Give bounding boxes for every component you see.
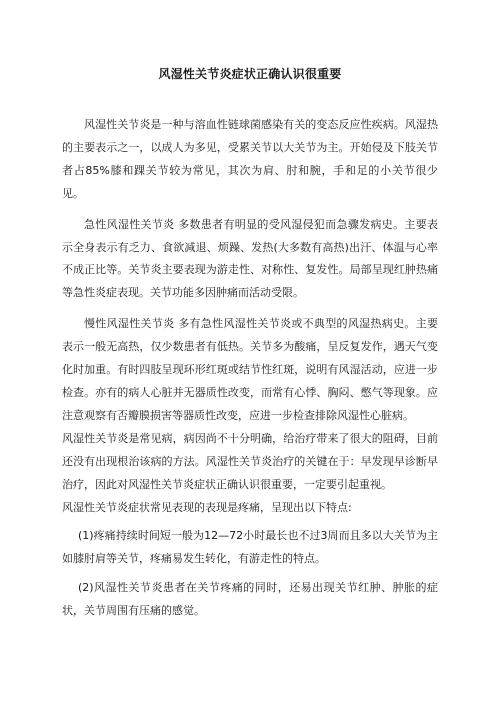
paragraph-symptoms-lead: 风湿性关节炎症状常见表现的表现是疼痛，呈现出以下特点: xyxy=(62,500,352,514)
list-item-swelling: (2)风湿性关节炎患者在关节疼痛的同时，还易出现关节红肿、肿胀的症状，关节周围有压痛的感觉。 xyxy=(62,581,438,618)
paragraph-acute: 急性风湿性关节炎 多数患者有明显的受风湿侵犯而急骤发病史。主要表示全身表示有乏力、食欲减退、烦躁、发热(大多数有高热)出汗、体温与心率不成正比等。关节炎主要表现为游走性、对称性、复发性。局部呈现红肿热痛等急性炎症表现。关节功能多因肿痛而活动受限。 xyxy=(62,217,438,300)
list-item-pain-duration: (1)疼痛持续时间短一般为12—72小时最长也不过3周而且多以大关节为主如膝肘肩等关节，疼痛易发生转化，有游走性的特点。 xyxy=(62,529,438,566)
document-body xyxy=(62,114,438,623)
document-title: 风湿性关节炎症状正确认识很重要 xyxy=(158,67,342,81)
paragraph-chronic: 慢性风湿性关节炎 多有急性风湿性关节炎或不典型的风湿热病史。主要表示一般无高热，仅少数患者有低热。关节多为酸痛，呈反复发作，遇天气变化时加重。有时四肢呈现环形红斑或结节性红斑，说明有风湿活动，应进一步检查。亦有的病人心脏并无器质性改变，而常有心悸、胸闷、憋气等现象。应注意观察有否瓣膜损害等器质性改变，应进一步检查排除风湿性心脏病。 xyxy=(62,317,438,422)
paragraph-treatment: 风湿性关节炎是常见病，病因尚不十分明确，给治疗带来了很大的阻碍，目前还没有出现根治该病的方法。风湿性关节炎治疗的关键在于：早发现早诊断早治疗，因此对风湿性关节炎症状正确认识很重要，一定要引起重视。 xyxy=(62,431,438,491)
paragraph-intro: 风湿性关节炎是一种与溶血性链球菌感染有关的变态反应性疾病。风湿热的主要表示之一，以成人为多见，受累关节以大关节为主。开始侵及下肢关节者占85%膝和踝关节较为常见，其次为肩、肘和腕，手和足的小关节很少见。 xyxy=(62,118,438,200)
